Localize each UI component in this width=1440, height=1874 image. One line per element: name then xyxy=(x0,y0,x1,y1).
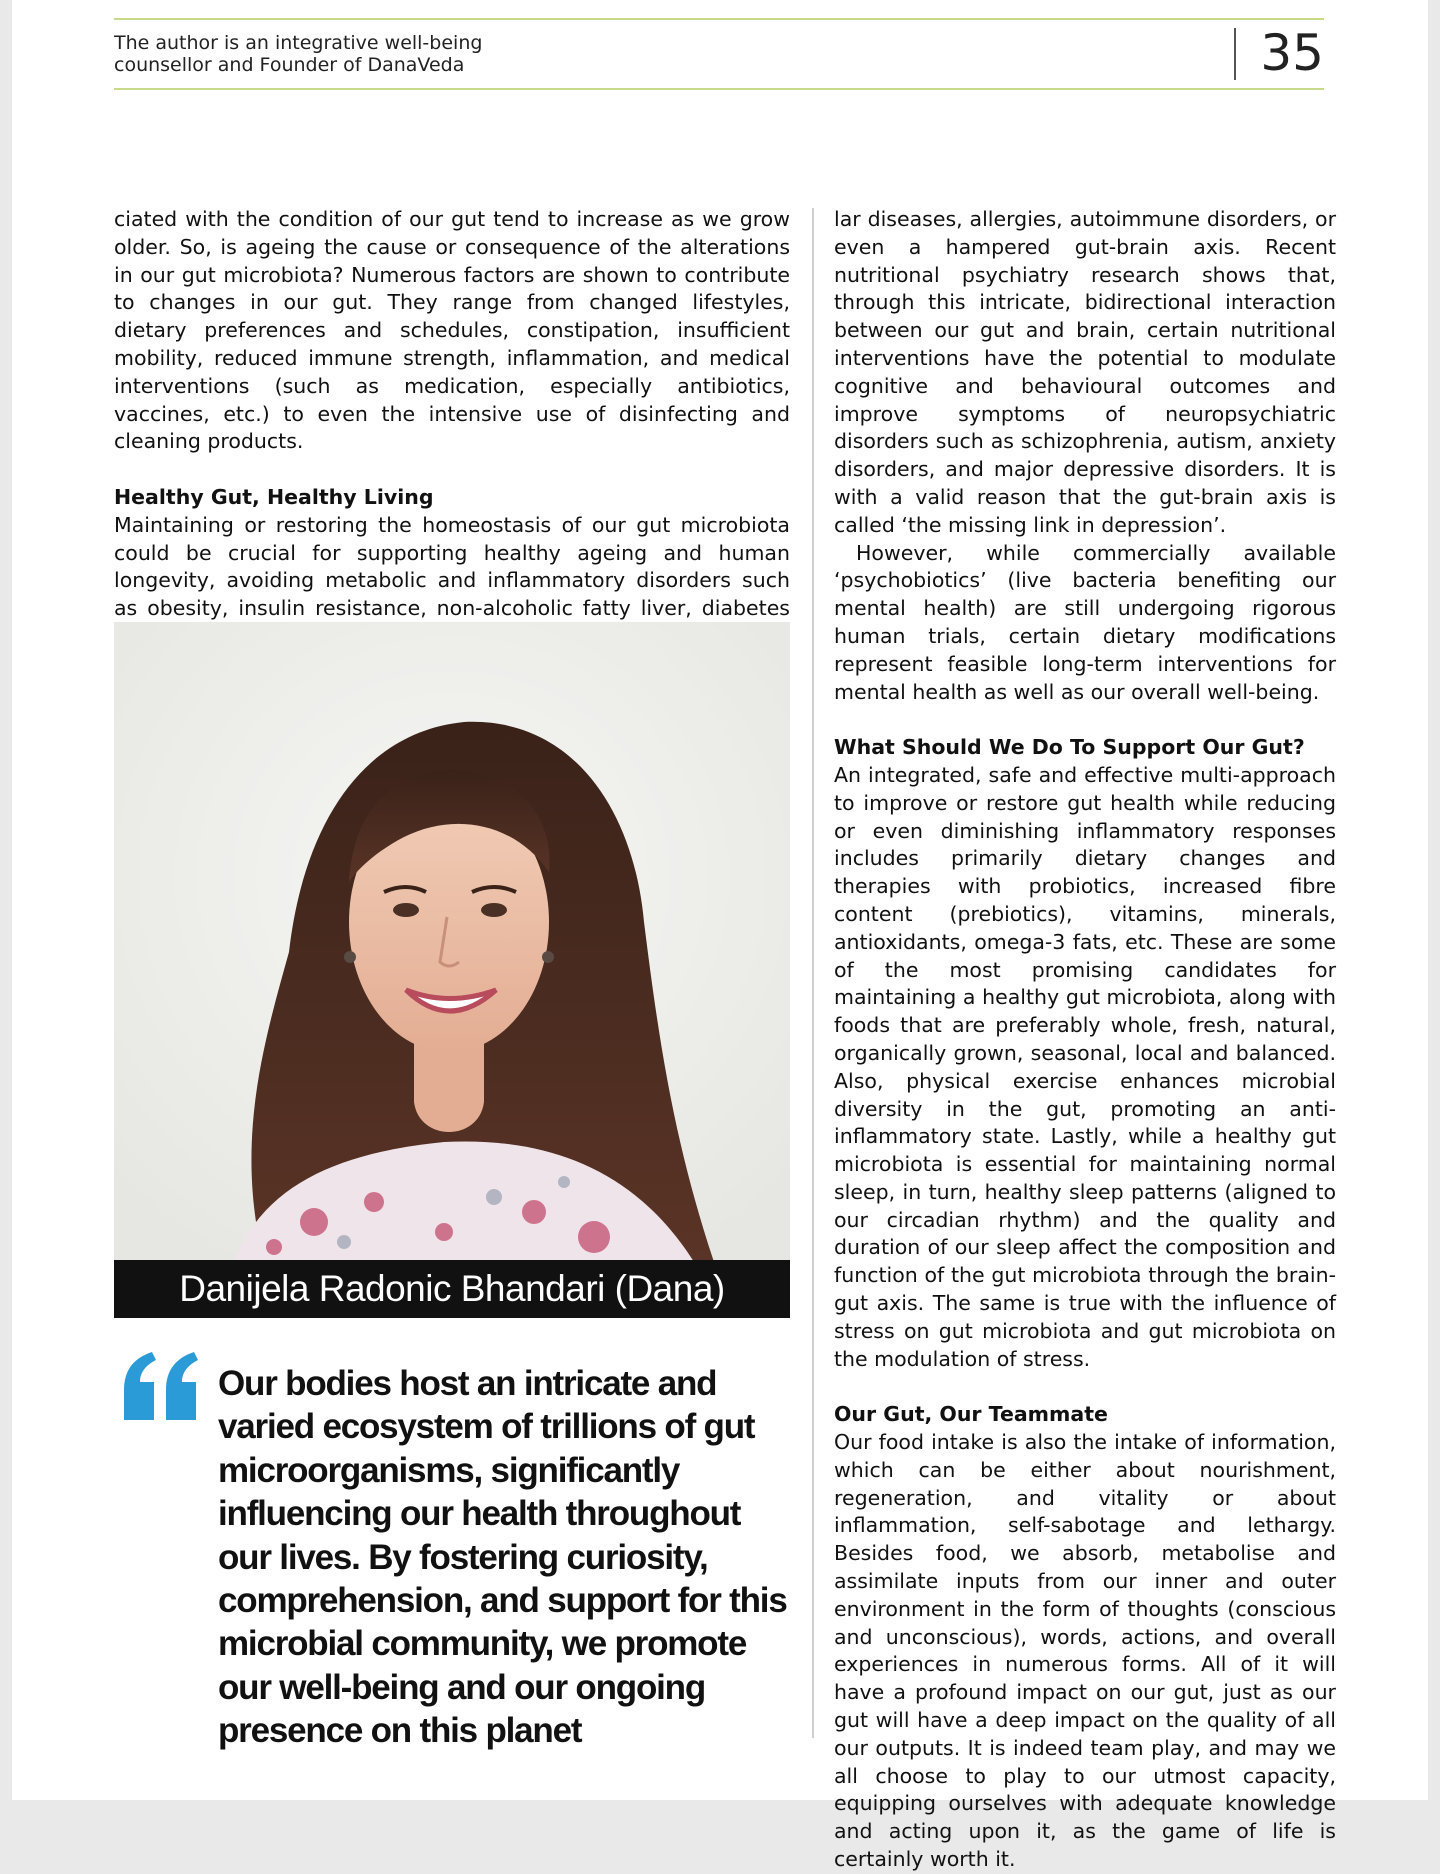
section-heading-healthy-gut: Healthy Gut, Healthy Living xyxy=(114,484,434,509)
paragraph-gut-brain: lar diseases, allergies, autoimmune disorders, or even a hampered gut-brain axis. Recent nutritional psychiatry research shows that, through this intricate, bidirectional interaction between our gut and brain, certain nutritional interventions have the potential to modulate cognitive and behavioural outcomes and improve symptoms of neuropsychiatric disorders such as schizophrenia, autism, anxiety disorders, and major depressive disorders. It is with a valid reason that the gut-brain axis is called ‘the missing link in depression’. xyxy=(834,207,1336,537)
column-divider xyxy=(812,208,814,1738)
paragraph-psychobiotics: However, while commercially available ‘psychobiotics’ (live bacteria benefiting our mental health) are still undergoing rigorous human trials, certain dietary modifications represent feasible long-term interventions for mental health as well as our overall well-being. xyxy=(834,540,1336,704)
right-column xyxy=(834,206,1336,1874)
paragraph-teammate: Our food intake is also the intake of information, which can be either about nourishment, regeneration, and vitality or about inflammation, self-sabotage and lethargy. Besides food, we absorb, metabolise and assimilate inputs from our inner and outer environment in the form of thoughts (conscious and unconscious), words, actions, and overall experiences in numerous forms. All of it will have a profound impact on our gut, just as our gut will have a deep impact on the quality of all our outputs. It is indeed team play, and may we all choose to play to our utmost capacity, equipping ourselves with adequate knowledge and acting upon it, as the game of life is certainly worth it. xyxy=(834,1430,1336,1872)
section-heading-teammate: Our Gut, Our Teammate xyxy=(834,1402,1108,1427)
intro-paragraph: ciated with the condition of our gut tend to increase as we grow older. So, is ageing the cause or consequence of the alterations in our gut microbiota? Numerous factors are shown to contribute to changes in our gut. They range from changed lifestyles, dietary preferences and schedules, constipation, insufficient mobility, reduced immune strength, inflammation, and medical interventions (such as medication, especially antibiotics, vaccines, etc.) to even the intensive use of disinfecting and cleaning products. xyxy=(114,207,790,454)
quote-mark-icon xyxy=(118,1350,204,1430)
healthy-gut-paragraph: Maintaining or restoring the homeostasis of our gut microbiota could be crucial for supporting healthy ageing and human longevity, avoiding metabolic and inflammatory disorders such as obesity, insulin resistance, non-alcoholic fatty liver, diabetes xyxy=(114,512,790,621)
photo-caption: Danijela Radonic Bhandari (Dana) xyxy=(114,1260,790,1318)
paragraph-support-gut: An integrated, safe and effective multi-approach to improve or restore gut health while reducing or even diminishing inflammatory responses includes primarily dietary changes and therapies with probiotics, increased fibre content (prebiotics), vitamins, minerals, antioxidants, omega-3 fats, etc. These are some of the most promising candidates for maintaining a healthy gut microbiota, along with foods that are preferably whole, fresh, natural, organically grown, seasonal, local and balanced. Also, physical exercise enhances microbial diversity in the gut, promoting an anti-inflammatory state. Lastly, while a healthy gut microbiota is essential for maintaining normal sleep, in turn, healthy sleep patterns (aligned to our circadian rhythm) and the quality and duration of our sleep affect the composition and function of the gut microbiota through the brain-gut axis. The same is true with the influence of stress on gut microbiota and gut microbiota on the modulation of stress. xyxy=(834,762,1336,1371)
author-note: The author is an integrative well-being counsellor and Founder of DanaVeda xyxy=(114,32,483,76)
left-column xyxy=(114,206,790,651)
page-header xyxy=(114,18,1324,90)
pull-quote-text: Our bodies host an intricate and varied ecosystem of trillions of gut microorganisms, significantly influencing our health throughout our lives. By fostering curiosity, comprehension, and support for this microbial community, we promote our well-being and our ongoing presence on this planet xyxy=(218,1364,787,1751)
header-divider xyxy=(1234,28,1236,80)
author-portrait xyxy=(114,622,790,1260)
section-heading-support-gut: What Should We Do To Support Our Gut? xyxy=(834,735,1305,760)
page-number: 35 xyxy=(1260,24,1324,82)
magazine-page xyxy=(12,0,1428,1872)
